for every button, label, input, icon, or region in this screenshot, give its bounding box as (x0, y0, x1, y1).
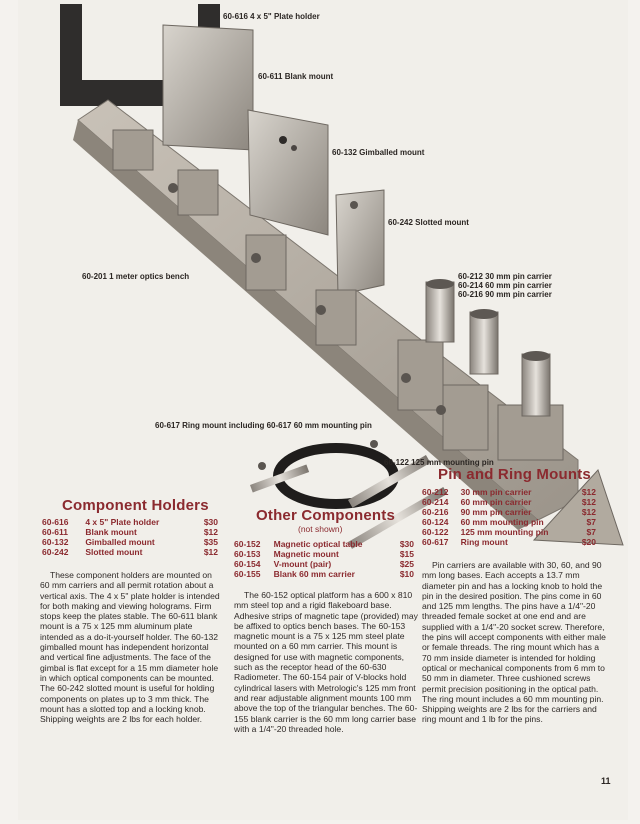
price-row (40, 527, 220, 537)
price-row (420, 487, 598, 497)
item-price: $25 (399, 559, 414, 569)
item-price: $12 (203, 547, 218, 557)
component-holders-title: Component Holders (62, 497, 209, 514)
item-price: $12 (581, 487, 596, 497)
price-row (420, 537, 598, 547)
component-holders-price-list (40, 517, 220, 557)
other-components-price-list (232, 539, 416, 579)
item-price: $12 (203, 527, 218, 537)
item-name: 4 x 5" Plate holder (85, 517, 160, 527)
pin-ring-mounts-title: Pin and Ring Mounts (438, 466, 591, 483)
price-row (40, 547, 220, 557)
catalog-page (18, 0, 628, 820)
item-code: 60-242 (42, 547, 69, 557)
item-code: 60-611 (42, 527, 68, 537)
page-number: 11 (601, 776, 611, 786)
callout-optics-bench: 60-201 1 meter optics bench (82, 272, 190, 281)
price-row (420, 507, 598, 517)
component-holders-text (40, 570, 220, 724)
callout-carrier-90: 60-216 90 mm pin carrier (458, 290, 552, 299)
item-name: 125 mm mounting pin (460, 527, 549, 537)
price-row (40, 537, 220, 547)
callout-plate-holder: 60-616 4 x 5" Plate holder (223, 12, 320, 21)
callout-blank-mount: 60-611 Blank mount (258, 72, 334, 81)
item-name: Ring mount (460, 537, 508, 547)
price-row (420, 527, 598, 537)
item-name: V-mount (pair) (273, 559, 332, 569)
other-components-subtitle: (not shown) (298, 524, 343, 534)
item-price: $7 (586, 517, 596, 527)
price-row (232, 539, 416, 549)
item-price: $12 (581, 507, 596, 517)
callout-carrier-60: 60-214 60 mm pin carrier (458, 281, 552, 290)
callout-pin-carriers (458, 272, 552, 299)
item-name: 30 mm pin carrier (460, 487, 532, 497)
item-name: Blank 60 mm carrier (273, 569, 355, 579)
callout-carrier-30: 60-212 30 mm pin carrier (458, 272, 552, 281)
item-code: 60-132 (42, 537, 69, 547)
item-name: Magnetic mount (273, 549, 339, 559)
item-code: 60-212 (422, 487, 449, 497)
price-row (232, 569, 416, 579)
item-code: 60-122 (422, 527, 449, 537)
item-name: 60 mm pin carrier (460, 497, 532, 507)
callout-slotted-mount: 60-242 Slotted mount (388, 218, 469, 227)
item-code: 60-617 (422, 537, 449, 547)
callout-ring-mount: 60-617 Ring mount including 60-617 60 mm mounting pin (155, 421, 372, 430)
item-name: Gimballed mount (85, 537, 155, 547)
price-row (232, 549, 416, 559)
other-components-paragraph: The 60-152 optical platform has a 600 x 810 mm steel top and a rigid flakeboard base. Adhesive strips of magnetic tape (provided) may be affixed to optics bench bases. The 60-153 magnetic mount is a 75 x 125 mm steel plate mounted on a 60 mm carrier. This mount is designed for use with magnetic components, such as the receptor head of the 60-630 Radiometer. The 60-154 pair of V-blocks hold cylindrical lasers with Metrologic's 125 mm front and rear adjustable alignment mounts 100 mm above the top of the triangular benches. The 60-155 blank carrier is the 60 mm long carrier base with a 1/4"-20 threaded hole. (234, 590, 418, 734)
price-row (420, 497, 598, 507)
item-price: $30 (399, 539, 414, 549)
item-name: Blank mount (85, 527, 137, 537)
item-code: 60-152 (234, 539, 261, 549)
price-row (232, 559, 416, 569)
item-price: $10 (399, 569, 414, 579)
price-row (40, 517, 220, 527)
item-code: 60-616 (42, 517, 69, 527)
item-name: Magnetic optical table (273, 539, 363, 549)
pin-ring-mounts-paragraph: Pin carriers are available with 30, 60, and 90 mm long bases. Each accepts a 13.7 mm diameter pin and has a locking knob to hold the pin in the desired position. The pins come in 60 and 125 mm lengths. The pins have a 1/4"-20 threaded female socket at one end and are supplied with a 1/4"-20 socket screw. Therefore, the pins will accept components with either male or female threads. The ring mount which has a 70 mm inside diameter is intended for holding optical or mechanical components from 6 mm to 50 mm in diameter. Three cushioned screws permit precision positioning in the optical path. The ring mount includes a 60 mm mounting pin. Shipping weights are 2 lbs for the carriers and ring mount and 1 lb for the pins. (422, 560, 606, 725)
callout-mounting-pin: 60-122 125 mm mounting pin (384, 458, 494, 467)
item-code: 60-216 (422, 507, 449, 517)
callout-gimballed-mount: 60-132 Gimballed mount (332, 148, 425, 157)
item-code: 60-153 (234, 549, 261, 559)
pin-ring-mounts-text (422, 560, 606, 725)
pin-ring-mounts-price-list (420, 487, 598, 547)
item-price: $35 (203, 537, 218, 547)
item-name: Slotted mount (85, 547, 143, 557)
other-components-text (234, 590, 418, 734)
component-holders-paragraph: These component holders are mounted on 60 mm carriers and all permit rotation about a vertical axis. The 4 x 5" plate holder is intended for both making and viewing holograms. Firm stops keep the plates stable. The 60-611 blank mount is a 75 x 125 mm aluminum plate intended as a do-it-yourself holder. The 60-132 gimballed mount has independent horizontal and vertical fine adjustments. The face of the gimbal is flat except for a 15 mm diameter hole in which optical components can be mounted. The 60-242 slotted mount is useful for holding components on plates up to 3 mm thick. The mount has a slotted top and a locking knob. Shipping weights are 2 lbs for each holder. (40, 570, 220, 725)
item-price: $20 (581, 537, 596, 547)
item-code: 60-124 (422, 517, 449, 527)
item-price: $15 (399, 549, 414, 559)
item-name: 90 mm pin carrier (460, 507, 532, 517)
item-code: 60-214 (422, 497, 449, 507)
item-price: $12 (581, 497, 596, 507)
item-price: $7 (586, 527, 596, 537)
item-price: $30 (203, 517, 218, 527)
item-code: 60-155 (234, 569, 261, 579)
price-row (420, 517, 598, 527)
other-components-title: Other Components (256, 507, 396, 524)
item-name: 60 mm mounting pin (460, 517, 544, 527)
item-code: 60-154 (234, 559, 261, 569)
